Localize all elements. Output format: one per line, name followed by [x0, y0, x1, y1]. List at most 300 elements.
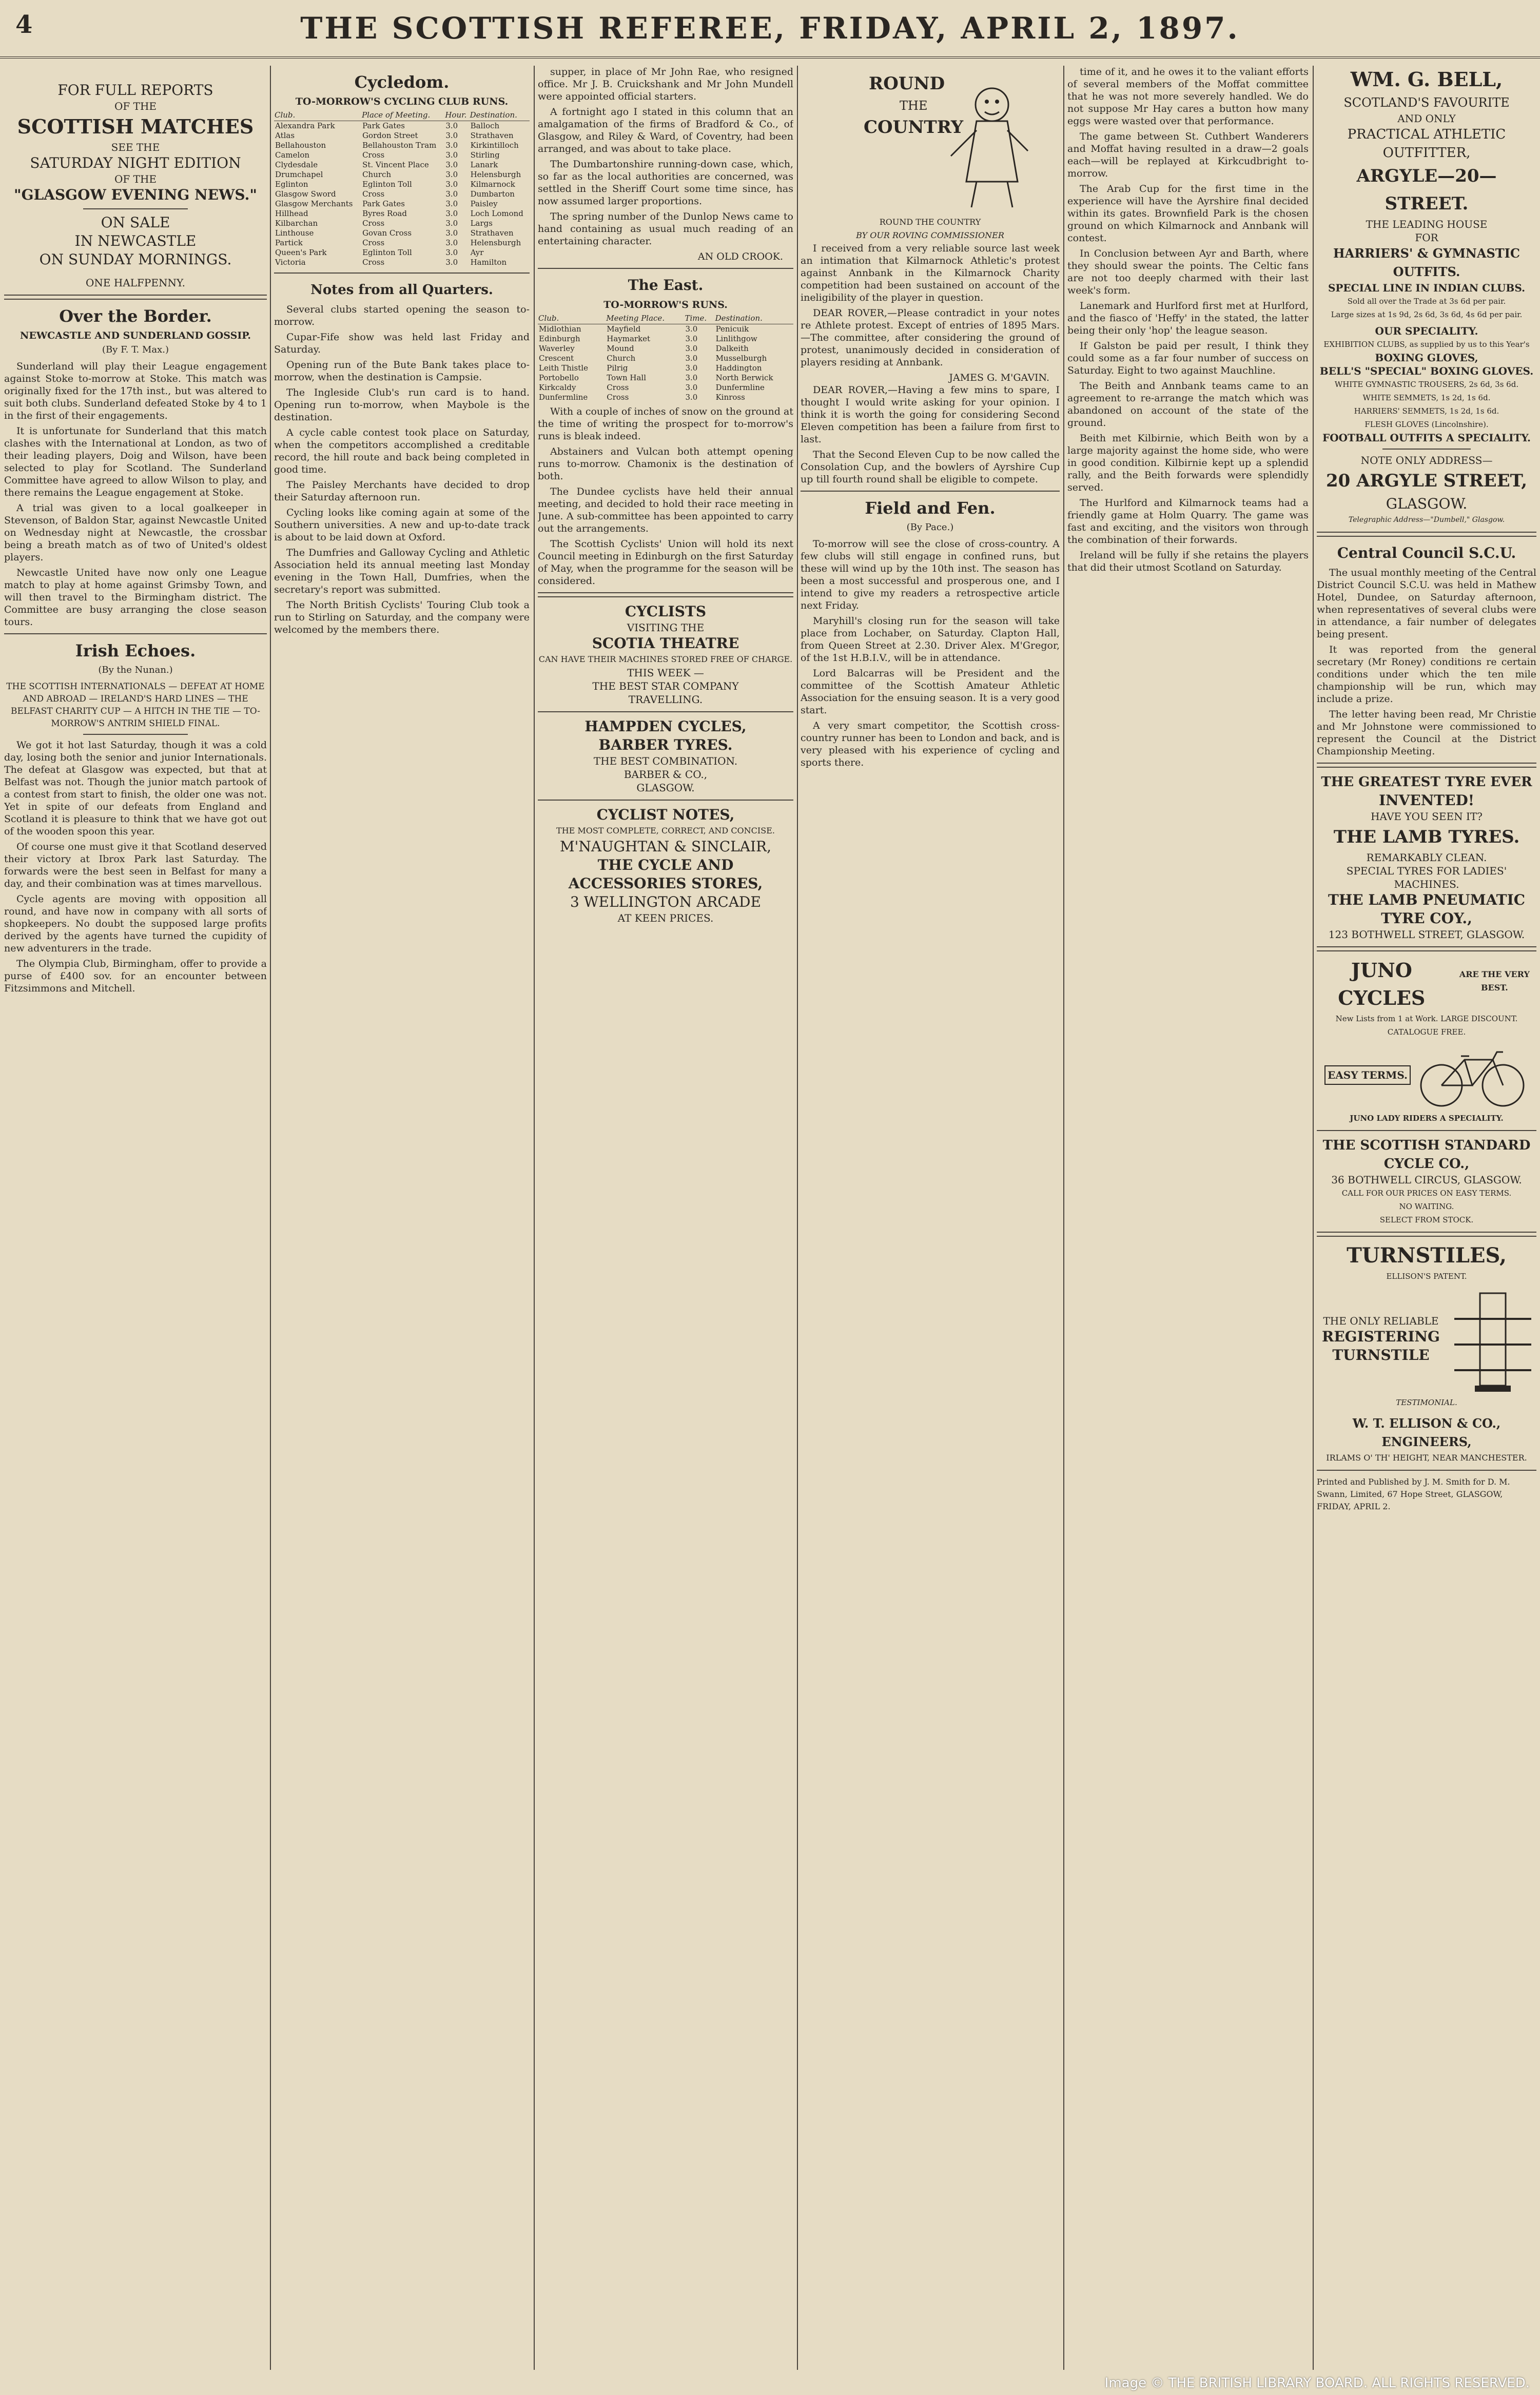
article-heading: Irish Echoes.	[75, 641, 196, 660]
table-cell: Camelon	[275, 150, 310, 160]
notice-line: SATURDAY NIGHT EDITION	[30, 154, 241, 171]
paragraph: The Dumfries and Galloway Cycling and Athletic Association held its annual meeting last Monday evening in the Town Hall, Dumfries, when the secretary's report was submitted.	[274, 547, 530, 595]
table-cell: 3.0	[445, 121, 458, 130]
round-title: ROUND THE COUNTRY	[879, 217, 981, 227]
table-cell: Park Gates	[362, 199, 405, 208]
ad-line: REGISTERING	[1322, 1328, 1440, 1345]
ad-line: THIS WEEK —	[627, 667, 704, 679]
table-cell: 3.0	[445, 150, 458, 160]
paragraph: The Hurlford and Kilmarnock teams had a friendly game at Holm Quarry. The game was fast and exciting, and the visitors won through the combination of their forwards.	[1067, 497, 1309, 546]
table-cell: Glasgow Sword	[275, 189, 336, 199]
table-cell: Haymarket	[607, 334, 651, 343]
ad-line: GLASGOW.	[1386, 495, 1468, 512]
divider	[538, 592, 793, 597]
ad-line: NOTE ONLY ADDRESS—	[1360, 454, 1493, 466]
table-header-row	[274, 110, 530, 121]
table-row	[274, 121, 530, 131]
table-cell: Eglinton Toll	[362, 248, 412, 257]
ad-line: Large sizes at 1s 9d, 2s 6d, 3s 6d, 4s 6d per pair.	[1331, 310, 1523, 319]
divider	[1317, 532, 1536, 537]
paragraph: supper, in place of Mr John Rae, who resigned office. Mr J. B. Cruickshank and Mr John Mundell were appointed official starters.	[538, 66, 793, 102]
paragraph: The Arab Cup for the first time in the experience will have the Ayrshire final decided within its gates. Brownfield Park is the chosen ground on which Kilmarnock and Annbank will contest.	[1067, 183, 1309, 244]
ad-title: THE SCOTTISH STANDARD CYCLE CO.,	[1322, 1138, 1531, 1172]
printer-imprint: Printed and Published by J. M. Smith for D. M. Swann, Limited, 67 Hope Street, GLASGOW, FRIDAY, APRIL 2.	[1317, 1477, 1510, 1511]
table-row	[274, 209, 530, 219]
article-heading: Over the Border.	[59, 306, 212, 326]
divider	[1317, 763, 1536, 768]
ad-line: TRAVELLING.	[628, 693, 703, 706]
table-row	[274, 131, 530, 141]
table-cell: Church	[362, 170, 392, 179]
table-cell: 3.0	[445, 131, 458, 140]
table-cell: 3.0	[445, 180, 458, 189]
table-cell: Atlas	[275, 131, 295, 140]
ad-title: TURNSTILES,	[1347, 1243, 1507, 1268]
table-row	[274, 219, 530, 228]
table-cell: Kirkcaldy	[539, 383, 576, 392]
table-cell: Queen's Park	[275, 248, 327, 257]
column-rule	[797, 66, 798, 2370]
ad-line: THE LEADING HOUSE	[1366, 218, 1488, 230]
paragraph: That the Second Eleven Cup to be now called the Consolation Cup, and the bowlers of Ayrshire Cup up till fourth round shall be eligible to compete.	[801, 449, 1060, 485]
table-cell: Musselburgh	[715, 354, 767, 363]
table-row	[274, 238, 530, 248]
ad-line: IRLAMS O' TH' HEIGHT, NEAR MANCHESTER.	[1326, 1453, 1527, 1463]
paragraph: The Dundee cyclists have held their annual meeting, and decided to hold their race meeting in June. A sub-committee has been appointed to carry out the arrangements.	[538, 486, 793, 534]
ad-line: SCOTLAND'S FAVOURITE	[1343, 95, 1510, 110]
ad-line: THE LAMB PNEUMATIC	[1328, 891, 1525, 908]
table-cell: Paisley	[470, 199, 498, 208]
paragraph: Of course one must give it that Scotland deserved their victory at Ibrox Park last Saturday. The forwards were the best seen in Belfast for many a day, and their combination was at times marvellous.	[4, 841, 267, 889]
bell-outfitter-ad	[1317, 66, 1536, 527]
ad-line: OUR SPECIALITY.	[1375, 325, 1478, 337]
ad-line: BELL'S "SPECIAL" BOXING GLOVES.	[1319, 365, 1534, 377]
column-4	[801, 66, 1060, 2370]
turnstile-illustration	[1449, 1283, 1536, 1396]
table-cell: Lanark	[470, 160, 498, 169]
column-header: Meeting Place.	[606, 313, 684, 324]
juno-cycles-ad	[1317, 957, 1536, 1125]
table-row	[538, 324, 793, 335]
paragraph: The letter having been read, Mr Christie and Mr Johnstone were commissioned to represent the Council at the District Championship Meeting.	[1317, 709, 1536, 757]
ad-line: SPECIAL TYRES FOR LADIES' MACHINES.	[1346, 865, 1507, 890]
table-row	[274, 189, 530, 199]
paragraph: The Paisley Merchants have decided to drop their Saturday afternoon run.	[274, 479, 530, 503]
table-cell: Byres Road	[362, 209, 407, 218]
paragraph: Newcastle United have now only one League match to play at home against Grimsby Town, and will then travel to the Birmingham district. The Committee are busy arranging the close season tours.	[4, 567, 267, 628]
column-header: Club.	[538, 313, 606, 324]
ad-line: W. T. ELLISON & CO., ENGINEERS,	[1352, 1416, 1501, 1449]
hampden-cycles-ad	[538, 717, 793, 794]
ad-line: TESTIMONIAL.	[1396, 1398, 1457, 1407]
table-cell: Crescent	[539, 354, 574, 363]
paragraph: Ireland will be fully if she retains the players that did their utmost Scotland on Saturday.	[1067, 550, 1309, 573]
ad-line: OUTFITTER,	[1382, 145, 1471, 161]
divider	[538, 268, 793, 269]
table-cell: Linlithgow	[715, 334, 757, 343]
table-cell: 3.0	[445, 258, 458, 267]
paragraph: It is unfortunate for Sunderland that this match clashes with the International at London, as two of their leading players, Doig and Wilson, have been selected to play for Scotland. The Sunderland Committee have agreed to allow Wilson to play, and there remains the League engagement at Stoke.	[4, 425, 267, 498]
table-cell: 3.0	[445, 209, 458, 218]
table-cell: Mound	[607, 344, 634, 353]
table-cell: Edinburgh	[539, 334, 580, 343]
ad-line: HARRIERS' & GYMNASTIC OUTFITS.	[1333, 246, 1520, 279]
column-header: Hour.	[444, 110, 469, 121]
paragraph: The Olympia Club, Birmingham, offer to provide a purse of £400 sov. for an encounter between Fitzsimmons and Mitchell.	[4, 958, 267, 994]
paragraph: The North British Cyclists' Touring Club took a run to Stirling on Saturday, and the company were welcomed by the members there.	[274, 599, 530, 635]
paragraph: A very smart competitor, the Scottish cross-country runner has been to London and back, and is very pleased with his experience of cycling and sports there.	[801, 720, 1060, 768]
column-header: Destination.	[470, 110, 530, 121]
table-cell: Largs	[470, 219, 493, 228]
paragraph: We got it hot last Saturday, though it was a cold day, losing both the senior and junior Internationals. The defeat at Glasgow was expected, but that at Belfast was not. Though the junior match partook of a contest from start to finish, the older one was not. Yet in spite of our defeats from England and Scotland it is pleasure to think that we have got out of the wooden spoon this year.	[4, 739, 267, 837]
ad-line: HAVE YOU SEEN IT?	[1371, 810, 1483, 823]
table-cell: Cross	[362, 150, 385, 160]
divider	[274, 272, 530, 274]
table-cell: Haddington	[715, 363, 762, 373]
newspaper-title: THE SCOTTISH REFEREE, FRIDAY, APRIL 2, 1897.	[300, 11, 1240, 46]
ad-line: REMARKABLY CLEAN.	[1366, 851, 1487, 864]
paragraph: To-morrow will see the close of cross-country. A few clubs will still engage in confined runs, but these will wind up by the 10th inst. The season has been a most successful and prosperous one, and I intend to give my readers a retrospective article next Friday.	[801, 538, 1060, 611]
table-cell: Church	[607, 354, 636, 363]
paragraph: Opening run of the Bute Bank takes place to-morrow, when the destination is Campsie.	[274, 359, 530, 383]
article-heading: Central Council S.C.U.	[1337, 544, 1516, 561]
price: ONE HALFPENNY.	[86, 277, 185, 289]
paragraph: Lanemark and Hurlford first met at Hurlford, and the fiasco of 'Heffy' in the stated, the latter being their only 'hop' the league season.	[1067, 300, 1309, 336]
table-cell: Pilrig	[607, 363, 628, 373]
table-cell: Cross	[607, 383, 629, 392]
divider	[538, 711, 793, 712]
table-cell: North Berwick	[715, 373, 773, 382]
paragraph: The Dumbartonshire running-down case, which, so far as the local authorities are concerned, was settled in the Sheriff Court some time since, has now assumed larger proportions.	[538, 159, 793, 207]
round-the-country-masthead	[801, 69, 1060, 242]
divider	[4, 633, 267, 634]
ad-line: FLESH GLOVES (Lincolnshire).	[1364, 420, 1489, 429]
ad-line: JUNO LADY RIDERS A SPECIALITY.	[1350, 1114, 1504, 1123]
table-cell: Dalkeith	[715, 344, 749, 353]
table-cell: Penicuik	[715, 324, 749, 334]
paragraph: DEAR ROVER,—Please contradict in your notes re Athlete protest. Except of entries of 1895 Mars.—The committee, after considering the ground of protest, unanimously decided in consideration of players residing at Annbank.	[801, 307, 1060, 368]
column-1	[4, 66, 267, 2370]
table-cell: Bellahouston Tram	[362, 141, 437, 150]
table-cell: Strathaven	[470, 228, 514, 238]
table-cell: 3.0	[685, 324, 698, 334]
table-cell: Kilbarchan	[275, 219, 318, 228]
table-row	[274, 160, 530, 170]
table-cell: 3.0	[445, 189, 458, 199]
column-3	[538, 66, 793, 2370]
divider	[83, 734, 188, 735]
signature: AN OLD CROOK.	[697, 251, 783, 262]
table-cell: Cross	[362, 189, 385, 199]
article-heading: Notes from all Quarters.	[310, 282, 493, 298]
table-cell: Hillhead	[275, 209, 308, 218]
article-heading: Cycledom.	[354, 72, 450, 92]
table-row	[538, 334, 793, 344]
ad-line: BARBER & CO.,	[623, 768, 708, 781]
table-cell: 3.0	[445, 238, 458, 247]
column-2	[274, 66, 530, 2370]
table-cell: Dunfermline	[715, 383, 765, 392]
notice-line: "GLASGOW EVENING NEWS."	[14, 186, 257, 203]
sale-line: ON SALE	[101, 214, 170, 231]
column-rule	[534, 66, 535, 2370]
paragraph: Beith met Kilbirnie, which Beith won by a large majority against the home side, who were in good condition. Kilbirnie kept up a splendid rally, and the Beith forwards were splendidly served.	[1067, 433, 1309, 493]
table-row	[538, 363, 793, 373]
ad-line: ARE THE VERY BEST.	[1459, 969, 1530, 992]
paragraph: Cycling looks like coming again at some of the Southern universities. A new and up-to-date track is about to be laid down at Oxford.	[274, 507, 530, 543]
ad-line: TURNSTILE	[1332, 1347, 1430, 1364]
ad-line: New Lists from 1 at Work. LARGE DISCOUNT. CATALOGUE FREE.	[1335, 1014, 1518, 1037]
ad-line: TYRE COY.,	[1381, 910, 1472, 927]
table-row	[274, 180, 530, 189]
divider	[1317, 1130, 1536, 1131]
article-heading: The East.	[628, 277, 704, 294]
svg-text:ROUND: ROUND	[868, 73, 945, 94]
ad-line: THE GREATEST TYRE EVER	[1321, 774, 1532, 790]
table-cell: 3.0	[685, 363, 698, 373]
notice-line: OF THE	[114, 173, 157, 185]
table-cell: Strathaven	[470, 131, 514, 140]
column-rule	[1063, 66, 1064, 2370]
club-runs-table	[274, 110, 530, 267]
byline: (By Pace.)	[906, 522, 954, 533]
ad-line: NO WAITING.	[1399, 1202, 1454, 1211]
table-cell: Gordon Street	[362, 131, 418, 140]
table-cell: Clydesdale	[275, 160, 318, 169]
column-header: Destination.	[715, 313, 793, 324]
paragraph: Several clubs started opening the season to-morrow.	[274, 304, 530, 327]
table-cell: Ayr	[470, 248, 484, 257]
paragraph: Cycle agents are moving with opposition all round, and have now in company with all sorts of shopkeepers. No doubt the supposed large profits derived by the agents have turned the cupidity of new adventurers in the trade.	[4, 893, 267, 954]
table-row	[274, 170, 530, 180]
evening-news-notice	[4, 81, 267, 289]
table-cell: 3.0	[685, 354, 698, 363]
table-row	[274, 150, 530, 160]
table-cell: 3.0	[445, 199, 458, 208]
page-number: 4	[15, 10, 33, 39]
table-cell: Cross	[362, 258, 385, 267]
ad-line: EXHIBITION CLUBS, as supplied by us to this Year's	[1323, 340, 1530, 349]
table-cell: Town Hall	[607, 373, 646, 382]
divider	[801, 491, 1060, 492]
column-rule	[1313, 66, 1314, 2370]
paragraph: time of it, and he owes it to the valiant efforts of several members of the Moffat committee that he was not more severely handled. We do not suppose Mr Hay cares a button how many eggs were wasted over that performance.	[1067, 66, 1309, 127]
ad-line: THE LAMB TYRES.	[1333, 827, 1520, 847]
ad-line: CYCLISTS	[625, 603, 707, 620]
article-subheading: THE SCOTTISH INTERNATIONALS — DEFEAT AT HOME AND ABROAD — IRELAND'S HARD LINES — THE BELFAST CHARITY CUP — A HITCH IN THE TIE — TO-MORROW'S ANTRIM SHIELD FINAL.	[6, 681, 265, 729]
notice-line: SEE THE	[111, 141, 160, 153]
divider	[4, 295, 267, 300]
table-row	[538, 393, 793, 402]
copyright-watermark: Image © THE BRITISH LIBRARY BOARD. ALL RIGHTS RESERVED.	[1104, 2375, 1530, 2391]
ad-line: WHITE SEMMETS, 1s 2d, 1s 6d.	[1362, 393, 1491, 402]
paragraph: Maryhill's closing run for the season will take place from Lochaber, on Saturday. Clapton Hall, from Queen Street at 2.30. Driver Alex. M'Gregor, of the 1st H.B.I.V., will be in attendance.	[801, 615, 1060, 664]
paragraph: The Beith and Annbank teams came to an agreement to re-arrange the match which was abandoned on account of the state of the ground.	[1067, 380, 1309, 429]
column-6	[1317, 66, 1536, 2370]
table-cell: 3.0	[445, 160, 458, 169]
ad-line: M'NAUGHTAN & SINCLAIR,	[559, 838, 772, 855]
paragraph: A trial was given to a local goalkeeper in Stevenson, of Baldon Star, against Newcastle United on Wednesday night at Newcastle, the crossbar being a breath match as of two of United's oldest players.	[4, 502, 267, 563]
table-cell: 3.0	[685, 373, 698, 382]
runs-table-title: TO-MORROW'S CYCLING CLUB RUNS.	[295, 96, 509, 107]
table-row	[274, 141, 530, 150]
table-cell: Victoria	[275, 258, 306, 267]
notice-line: OF THE	[114, 100, 157, 112]
ad-line: 123 BOTHWELL STREET, GLASGOW.	[1328, 928, 1525, 941]
table-cell: Eglinton Toll	[362, 180, 412, 189]
table-cell: Mayfield	[607, 324, 641, 334]
column-header: Place of Meeting.	[361, 110, 444, 121]
bicycle-illustration	[1416, 1042, 1529, 1108]
paragraph: DEAR ROVER,—Having a few mins to spare, I thought I would write asking for your opinion. I think it is worth the going for considering Second Eleven competition has been a failure from first to last.	[801, 384, 1060, 445]
paragraph: The Ingleside Club's run card is to hand. Opening run to-morrow, when Maybole is the destination.	[274, 387, 530, 423]
ad-line: THE ONLY RELIABLE	[1323, 1315, 1439, 1327]
paragraph: Sunderland will play their League engagement against Stoke to-morrow at Stoke. This match was originally fixed for the 17th inst., but was altered to suit both clubs. Sunderland defeated Stoke by 4 to 1 in the first of their engagements.	[4, 361, 267, 421]
paragraph: The spring number of the Dunlop News came to hand containing as usual much reading of an entertaining character.	[538, 211, 793, 247]
divider	[1317, 1232, 1536, 1237]
byline: (By the Nunan.)	[98, 665, 173, 675]
svg-text:COUNTRY: COUNTRY	[863, 117, 963, 138]
table-cell: Park Gates	[362, 121, 405, 130]
lamb-tyre-ad	[1317, 773, 1536, 941]
table-cell: Drumchapel	[275, 170, 323, 179]
ad-line: THE BEST COMBINATION.	[593, 755, 738, 767]
ad-line: HARRIERS' SEMMETS, 1s 2d, 1s 6d.	[1354, 406, 1499, 416]
ad-line: HAMPDEN CYCLES,	[584, 718, 747, 735]
table-cell: Loch Lomond	[470, 209, 523, 218]
east-runs-table	[538, 313, 793, 402]
table-cell: Cross	[607, 393, 629, 402]
ad-line: PRACTICAL ATHLETIC	[1347, 127, 1506, 142]
paragraph: Abstainers and Vulcan both attempt opening runs to-morrow. Chamonix is the destination of both.	[538, 446, 793, 482]
table-cell: 3.0	[685, 383, 698, 392]
column-5	[1067, 66, 1309, 2370]
paragraph: The Scottish Cyclists' Union will hold its next Council meeting in Edinburgh on the first Saturday of May, when the programme for the season will be considered.	[538, 538, 793, 587]
paragraph: Cupar-Fife show was held last Friday and Saturday.	[274, 332, 530, 355]
column-header: Time.	[684, 313, 714, 324]
notice-line: FOR FULL REPORTS	[57, 82, 213, 99]
ad-line: VISITING THE	[627, 621, 705, 634]
table-cell: Linthouse	[275, 228, 314, 238]
ad-line: SCOTIA THEATRE	[592, 635, 739, 652]
table-cell: Kirkintilloch	[470, 141, 519, 150]
table-cell: Balloch	[470, 121, 500, 130]
table-cell: 3.0	[685, 344, 698, 353]
table-cell: Alexandra Park	[275, 121, 335, 130]
table-cell: 3.0	[445, 228, 458, 238]
article-subheading: NEWCASTLE AND SUNDERLAND GOSSIP.	[20, 330, 251, 341]
signature: JAMES G. M'GAVIN.	[949, 372, 1049, 383]
ad-line: AND ONLY	[1397, 112, 1456, 125]
ad-line: EASY TERMS.	[1324, 1065, 1411, 1085]
article-heading: Field and Fen.	[865, 498, 996, 518]
paragraph: Lord Balcarras will be President and the committee of the Scottish Amateur Athletic Association for the ensuing season. It is a very good start.	[801, 668, 1060, 716]
paragraph: The usual monthly meeting of the Central District Council S.C.U. was held in Mathew Hotel, Dundee, on Saturday afternoon, when representatives of several clubs were in attendance, a fair number of delegates being present.	[1317, 567, 1536, 640]
ad-line: BARBER TYRES.	[598, 736, 733, 753]
ad-line: THE CYCLE AND ACCESSORIES STORES,	[568, 856, 763, 892]
ad-address: ARGYLE—20—STREET.	[1356, 166, 1497, 214]
svg-text:THE: THE	[899, 99, 927, 113]
table-cell: Helensburgh	[470, 170, 521, 179]
column-header: Club.	[274, 110, 361, 121]
ad-title: JUNO CYCLES	[1338, 959, 1426, 1009]
table-cell: Stirling	[470, 150, 500, 160]
paragraph: It was reported from the general secretary (Mr Roney) conditions re certain conditions under which the ten mile championship will be run, which may include a prize.	[1317, 644, 1536, 705]
table-cell: Cross	[362, 219, 385, 228]
table-row	[538, 344, 793, 354]
divider	[538, 800, 793, 801]
ad-line: CALL FOR OUR PRICES ON EASY TERMS.	[1341, 1189, 1512, 1198]
ad-line: CAN HAVE THEIR MACHINES STORED FREE OF CHARGE.	[538, 654, 793, 664]
column-rule	[270, 66, 271, 2370]
ad-line: ELLISON'S PATENT.	[1386, 1272, 1467, 1281]
sale-line: ON SUNDAY MORNINGS.	[39, 251, 232, 268]
divider	[1317, 946, 1536, 951]
ad-line: INVENTED!	[1378, 792, 1475, 809]
table-row	[538, 373, 793, 383]
paragraph: A fortnight ago I stated in this column that an amalgamation of the firms of Bradford & Co., of Glasgow, and Riley & Ward, of Coventry, had been arranged, and was about to take place.	[538, 106, 793, 154]
table-cell: Dumbarton	[470, 189, 515, 199]
table-cell: Partick	[275, 238, 303, 247]
divider	[1317, 1470, 1536, 1471]
table-cell: 3.0	[445, 170, 458, 179]
turnstiles-ad	[1317, 1242, 1536, 1465]
table-cell: 3.0	[685, 393, 698, 402]
cyclist-notes-ad	[538, 806, 793, 925]
ad-title: WM. G. BELL,	[1350, 68, 1503, 91]
ad-line: THE MOST COMPLETE, CORRECT, AND CONCISE.	[556, 826, 775, 835]
scottish-standard-cycle-ad	[1317, 1136, 1536, 1226]
paragraph: The game between St. Cuthbert Wanderers and Moffat having resulted in a draw—2 goals each—will be replayed at Kirkcudbright to-morrow.	[1067, 131, 1309, 179]
ad-line: WHITE GYMNASTIC TROUSERS, 2s 6d, 3s 6d.	[1334, 380, 1519, 389]
ad-address: 20 ARGYLE STREET,	[1325, 471, 1528, 491]
table-row	[538, 383, 793, 393]
table-cell: Bellahouston	[275, 141, 326, 150]
table-row	[538, 354, 793, 363]
masthead	[0, 0, 1540, 59]
ad-line: FOR	[1415, 231, 1438, 244]
notice-line: SCOTTISH MATCHES	[17, 115, 254, 138]
runs-table-title: TO-MORROW'S RUNS.	[603, 299, 728, 310]
table-cell: Eglinton	[275, 180, 308, 189]
ad-line: Telegraphic Address—"Dumbell," Glasgow.	[1348, 516, 1505, 524]
table-cell: Helensburgh	[470, 238, 521, 247]
divider	[83, 208, 188, 209]
ad-line: BOXING GLOVES,	[1375, 352, 1478, 364]
ad-line: AT KEEN PRICES.	[617, 912, 714, 924]
table-cell: Kilmarnock	[470, 180, 515, 189]
table-row	[274, 258, 530, 267]
table-cell: Dunfermline	[539, 393, 588, 402]
paragraph: I received from a very reliable source last week an intimation that Kilmarnock Athletic's protest against Annbank in the Kilmarnock Charity competition had been sustained on account of the ineligibility of the player in question.	[801, 243, 1060, 303]
table-cell: Glasgow Merchants	[275, 199, 353, 208]
table-cell: Kinross	[715, 393, 745, 402]
paragraph: If Galston be paid per result, I think they could some as a far four number of success on Saturday. Eight to two against Mauchline.	[1067, 340, 1309, 376]
table-row	[274, 228, 530, 238]
ad-line: CYCLIST NOTES,	[596, 806, 735, 823]
table-cell: Cross	[362, 238, 385, 247]
ad-line: SELECT FROM STOCK.	[1379, 1215, 1474, 1224]
ad-line: THE BEST STAR COMPANY	[592, 680, 739, 692]
ad-line: SPECIAL LINE IN INDIAN CLUBS.	[1328, 282, 1526, 294]
byline: (By F. T. Max.)	[102, 344, 169, 355]
table-cell: Hamilton	[470, 258, 507, 267]
table-cell: Waverley	[539, 344, 575, 353]
ad-line: GLASGOW.	[636, 782, 695, 794]
table-cell: Portobello	[539, 373, 579, 382]
table-cell: Midlothian	[539, 324, 581, 334]
scotia-theatre-ad	[538, 602, 793, 706]
